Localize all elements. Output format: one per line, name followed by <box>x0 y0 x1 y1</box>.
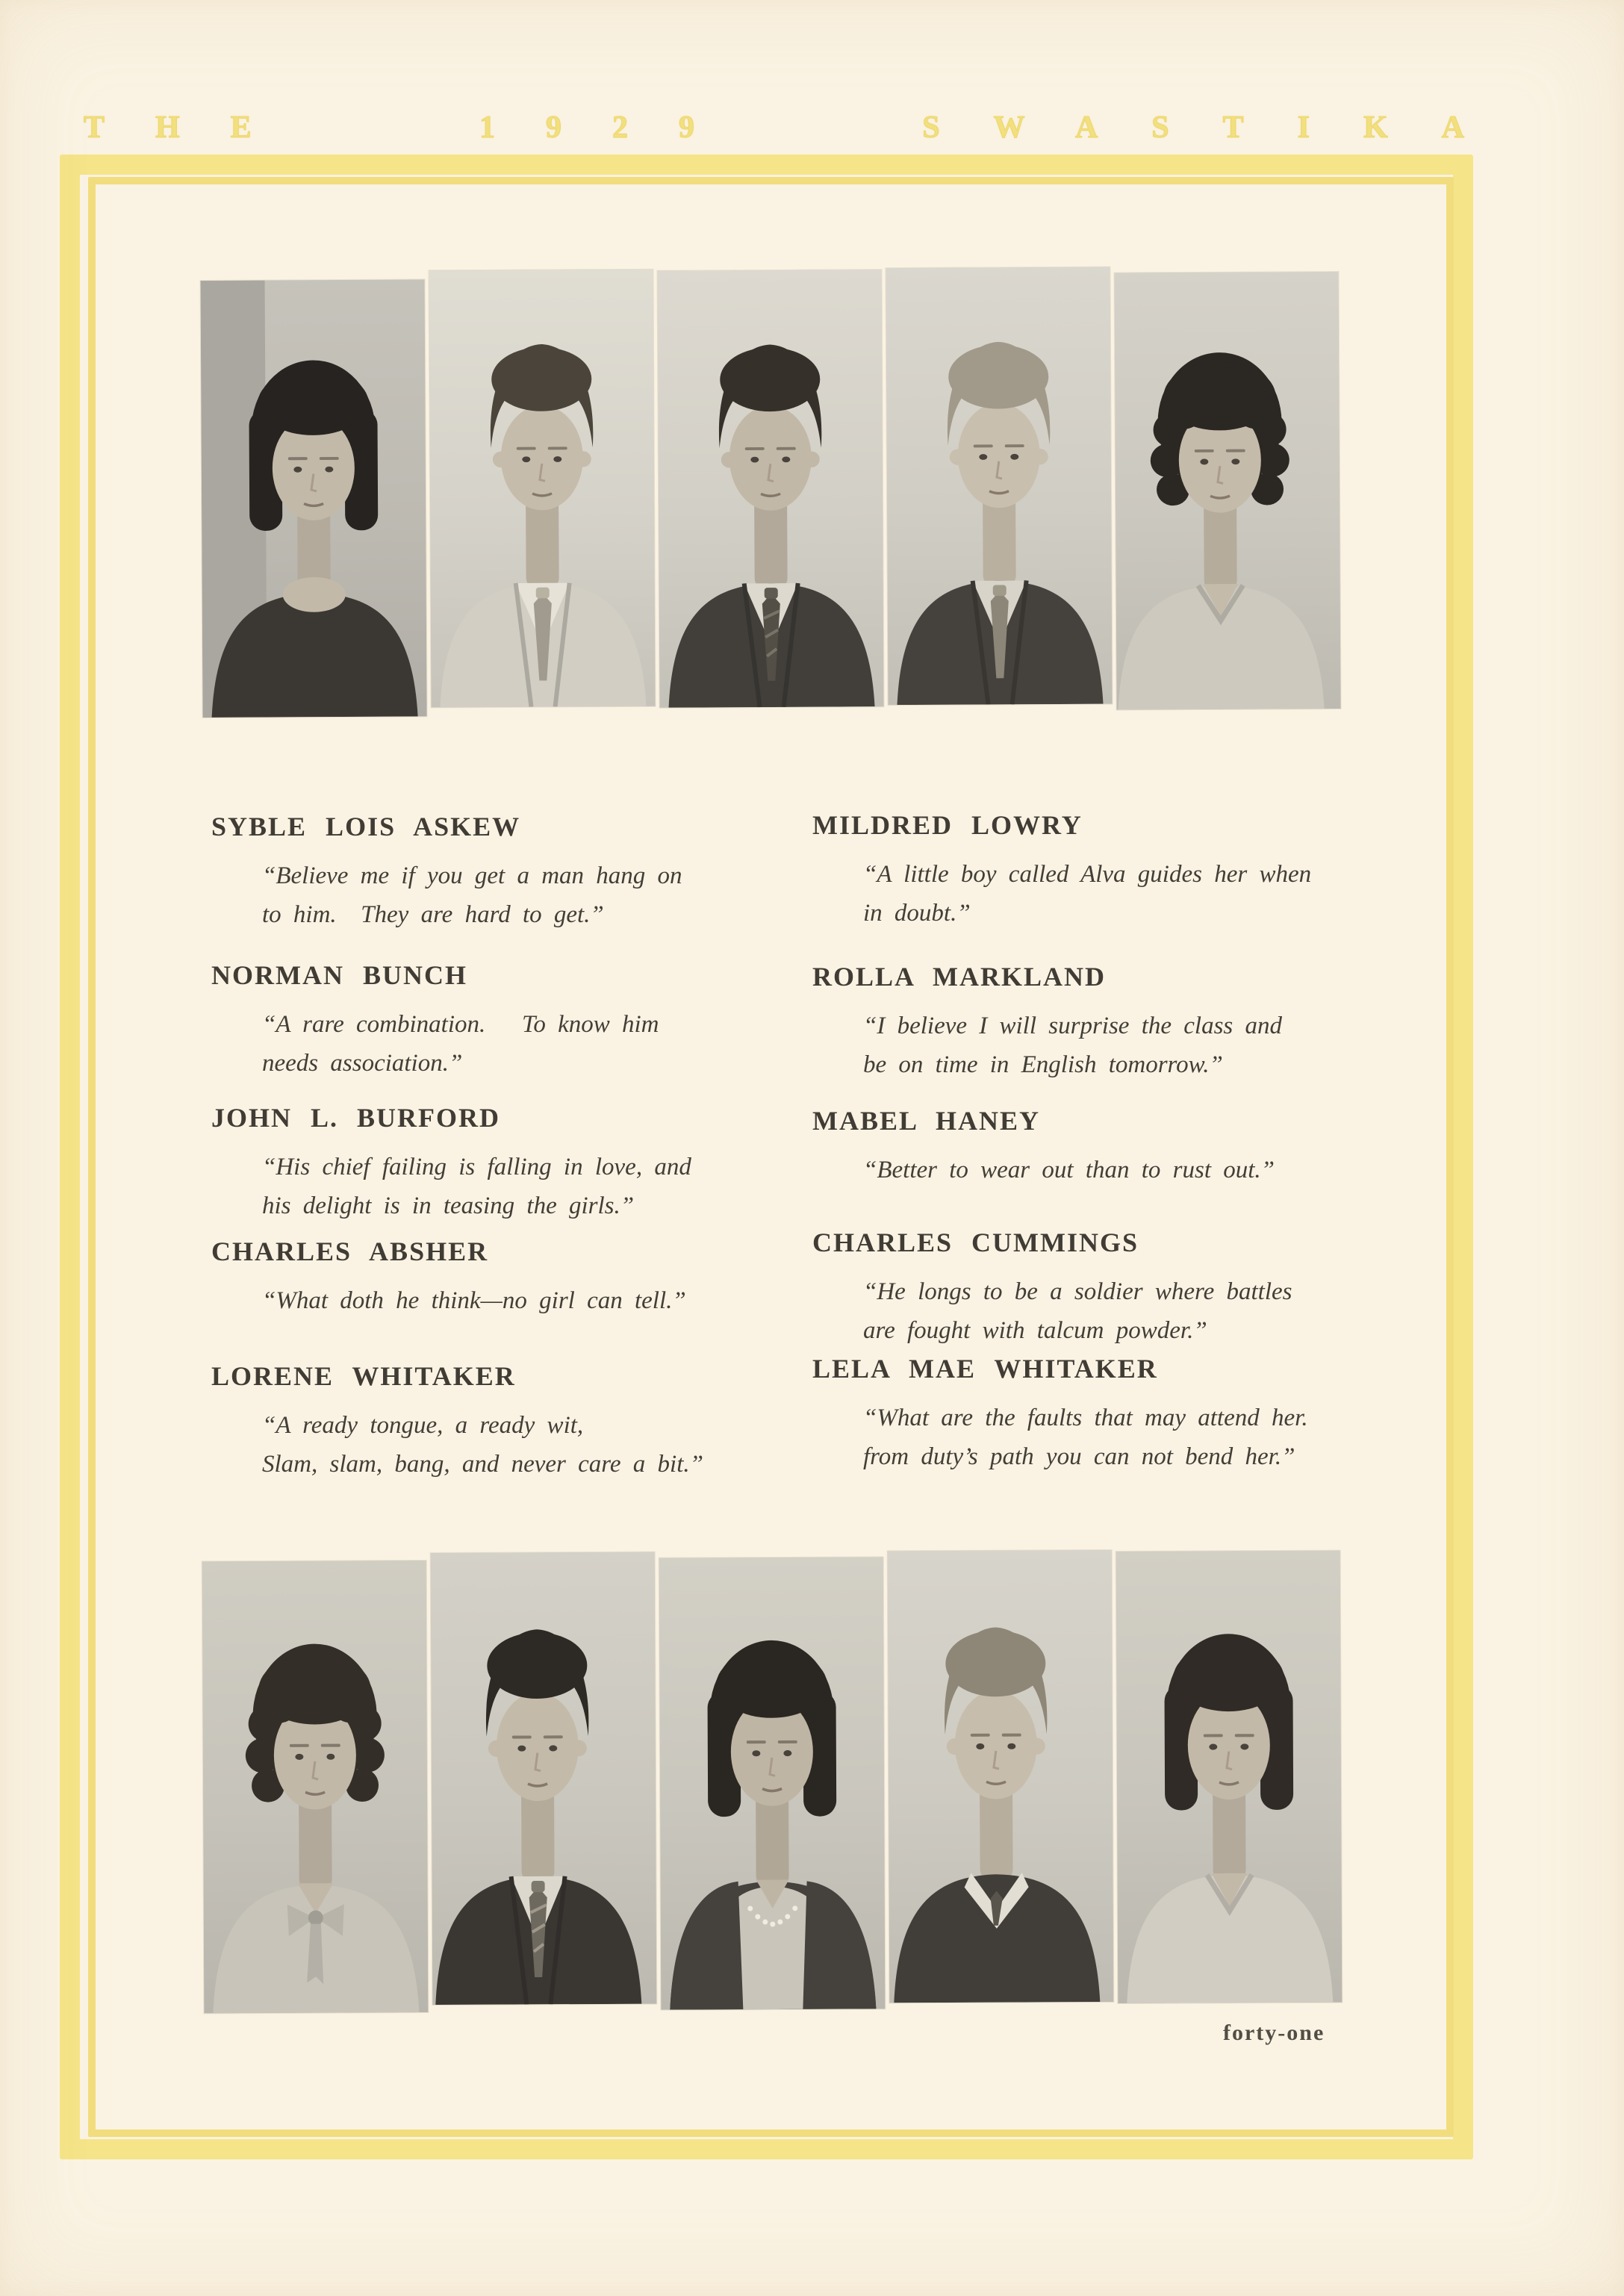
student-quote: “I believe I will surprise the class and be on time in English tomorrow.” <box>863 1012 1283 1078</box>
student-name: LORENE WHITAKER <box>211 1361 516 1391</box>
page-header-title <box>84 111 1518 145</box>
student-quote: “He longs to be a soldier where battles are fought with talcum powder.” <box>863 1278 1292 1344</box>
portrait-photo-bottom-5 <box>1116 1551 1343 2003</box>
student-name: SYBLE LOIS ASKEW <box>211 812 521 841</box>
portrait-photo-top-2 <box>429 270 655 708</box>
student-name: MILDRED LOWRY <box>812 810 1083 840</box>
portrait-photo-top-3 <box>657 270 883 708</box>
student-quote: “What doth he think—no girl can tell.” <box>262 1287 686 1314</box>
student-quote: “A rare combination. To know him needs association.” <box>262 1011 659 1077</box>
student-quote: “Better to wear out than to rust out.” <box>863 1157 1275 1183</box>
title-word-swastika: SWASTIKA <box>922 111 1518 145</box>
student-quote: “His chief failing is falling in love, and his delight is in teasing the girls.” <box>262 1154 691 1219</box>
student-quote: “Believe me if you get a man hang on to him. They are hard to get.” <box>262 862 682 928</box>
student-name: ROLLA MARKLAND <box>812 962 1107 992</box>
entries-column-left <box>211 811 794 1484</box>
portrait-photo-top-5 <box>1115 272 1341 710</box>
title-word-the: THE <box>84 111 302 145</box>
student-entry <box>211 811 794 934</box>
student-name: CHARLES CUMMINGS <box>812 1228 1139 1257</box>
student-name: MABEL HANEY <box>812 1106 1041 1136</box>
student-entry <box>211 1102 794 1225</box>
student-entry <box>211 959 794 1083</box>
student-quote: “A ready tongue, a ready wit, Slam, slam, bang, and never care a bit.” <box>262 1412 703 1478</box>
student-name: JOHN L. BURFORD <box>211 1103 501 1133</box>
student-entry <box>211 1236 794 1320</box>
page-number: forty-one <box>1223 2020 1325 2045</box>
portrait-photo-bottom-4 <box>888 1550 1114 2003</box>
student-quote: “What are the faults that may attend her. from duty’s path you can not bend her.” <box>863 1404 1308 1470</box>
portrait-row-bottom <box>202 1549 1343 2006</box>
portrait-photo-top-1 <box>201 279 427 718</box>
student-entry <box>812 1105 1425 1189</box>
portrait-photo-top-4 <box>886 267 1112 706</box>
student-name: LELA MAE WHITAKER <box>812 1354 1158 1384</box>
portrait-photo-bottom-3 <box>659 1557 886 2009</box>
portrait-photo-bottom-1 <box>202 1561 429 2013</box>
student-entry <box>812 1353 1425 1476</box>
entries-column-right <box>812 809 1425 1476</box>
student-entry <box>211 1360 794 1484</box>
student-entry <box>812 961 1425 1084</box>
title-word-year: 1929 <box>479 111 745 145</box>
student-entry <box>812 1227 1425 1350</box>
portrait-photo-bottom-2 <box>431 1552 657 2005</box>
portrait-row-top <box>200 266 1340 709</box>
student-name: CHARLES ABSHER <box>211 1236 489 1266</box>
student-entry <box>812 809 1425 933</box>
student-quote: “A little boy called Alva guides her when in doubt.” <box>863 861 1312 927</box>
student-name: NORMAN BUNCH <box>211 960 467 990</box>
